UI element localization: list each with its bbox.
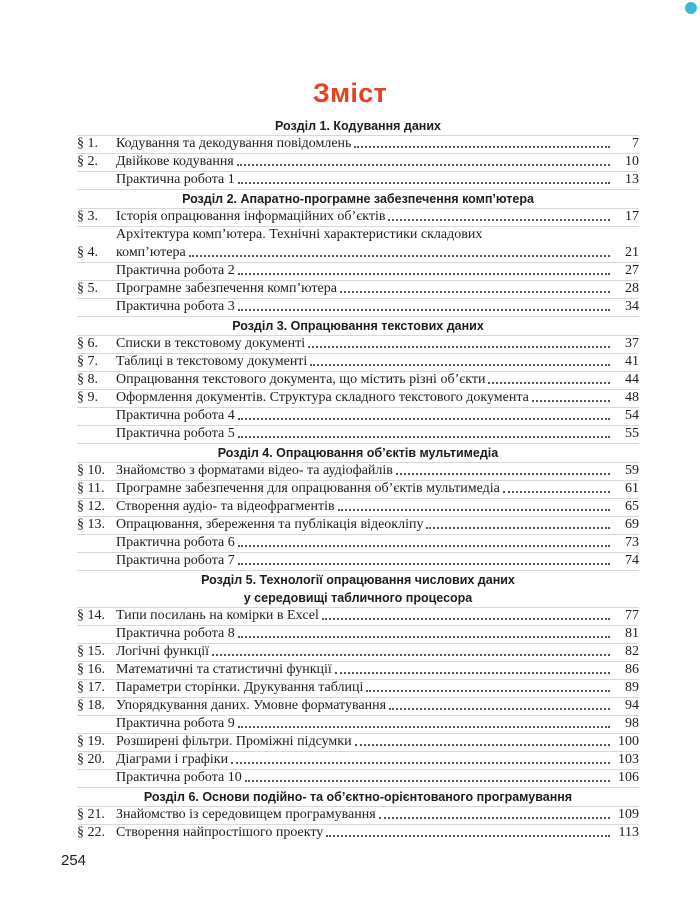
entry-page: 44 xyxy=(625,372,639,387)
entry-title-row xyxy=(116,806,613,824)
section-heading xyxy=(77,117,639,135)
entry-body xyxy=(116,462,613,480)
entry-title-row xyxy=(116,715,613,733)
entry-body xyxy=(116,262,613,280)
section-heading xyxy=(77,316,639,335)
entry-page: 100 xyxy=(618,734,639,749)
section-heading xyxy=(77,787,639,806)
entry-title: Практична робота 3 xyxy=(116,299,235,314)
toc-entry[interactable] xyxy=(77,643,639,661)
entry-title-row xyxy=(116,135,613,153)
entry-body xyxy=(116,407,613,425)
publisher-logo-icon xyxy=(685,2,697,14)
toc-entry[interactable] xyxy=(77,298,639,316)
entry-number: § 19. xyxy=(77,734,105,749)
entry-page: 98 xyxy=(625,716,639,731)
entry-title: Таблиці в текстовому документі xyxy=(116,354,308,369)
entry-title-row xyxy=(116,371,613,389)
dot-leader xyxy=(366,690,610,692)
entry-body xyxy=(116,498,613,516)
entry-title-row xyxy=(116,171,613,189)
entry-body xyxy=(116,679,613,697)
entry-body xyxy=(116,280,613,298)
entry-page: 17 xyxy=(625,209,639,224)
dot-leader xyxy=(308,346,610,348)
dot-leader xyxy=(238,636,610,638)
entry-page: 109 xyxy=(618,807,639,822)
entry-page: 77 xyxy=(625,608,639,623)
entry-title-row xyxy=(116,353,613,371)
entry-title: Знайомство з форматами відео- та аудіофайлів xyxy=(116,463,393,478)
entry-body xyxy=(116,425,613,443)
entry-page: 41 xyxy=(625,354,639,369)
entry-page: 103 xyxy=(618,752,639,767)
dot-leader xyxy=(238,182,610,184)
entry-page: 28 xyxy=(625,281,639,296)
dot-leader xyxy=(238,309,610,311)
entry-title-row xyxy=(116,208,613,226)
entry-title: комп’ютера xyxy=(116,245,186,260)
toc-entry[interactable] xyxy=(77,226,639,262)
entry-number: § 9. xyxy=(77,390,98,405)
dot-leader xyxy=(237,164,610,166)
section-heading-line: Розділ 3. Опрацювання текстових даних xyxy=(232,319,484,333)
section-heading-line: Розділ 2. Апаратно-програмне забезпечення комп’ютера xyxy=(182,192,534,206)
entry-number: § 12. xyxy=(77,499,105,514)
entry-title: Практична робота 7 xyxy=(116,553,235,568)
toc-entry[interactable] xyxy=(77,733,639,751)
entry-title-row xyxy=(116,298,613,316)
entry-number: § 4. xyxy=(77,245,98,260)
entry-body xyxy=(116,208,613,226)
entry-title: Практична робота 8 xyxy=(116,626,235,641)
toc-entry[interactable] xyxy=(77,697,639,715)
dot-leader xyxy=(503,491,610,493)
entry-title-row xyxy=(116,824,613,842)
entry-title: Упорядкування даних. Умовне форматування xyxy=(116,698,387,713)
entry-title: Створення найпростішого проекту xyxy=(116,825,324,840)
entry-title-line-1: Архітектура комп’ютера. Технічні характеристики складових xyxy=(116,227,483,242)
entry-number: § 11. xyxy=(77,481,105,496)
entry-number: § 17. xyxy=(77,680,105,695)
entry-page: 113 xyxy=(618,825,639,840)
toc-entry[interactable] xyxy=(77,480,639,498)
section-heading-line: Розділ 5. Технології опрацювання числових даних xyxy=(201,573,515,587)
entry-page: 81 xyxy=(625,626,639,641)
toc-entry[interactable] xyxy=(77,715,639,733)
entry-title: Кодування та декодування повідомлень xyxy=(116,136,352,151)
section-heading-line: Розділ 4. Опрацювання об’єктів мультимедіа xyxy=(217,446,499,460)
entry-page: 54 xyxy=(625,408,639,423)
dot-leader xyxy=(335,672,610,674)
dot-leader xyxy=(354,146,610,148)
entry-title: Опрацювання текстового документа, що містить різні об’єкти xyxy=(116,372,486,387)
toc-entry[interactable] xyxy=(77,625,639,643)
toc-entry[interactable] xyxy=(77,607,639,625)
entry-number: § 5. xyxy=(77,281,98,296)
section-heading xyxy=(77,189,639,208)
entry-title: Параметри сторінки. Друкування таблиці xyxy=(116,680,364,695)
dot-leader xyxy=(338,509,610,511)
section-heading-line: у середовищі табличного процесора xyxy=(243,591,473,605)
toc-entry[interactable] xyxy=(77,153,639,171)
entry-body xyxy=(116,389,613,407)
entry-body xyxy=(116,353,613,371)
entry-body xyxy=(116,552,613,570)
entry-page: 7 xyxy=(632,136,639,151)
entry-title: Практична робота 1 xyxy=(116,172,235,187)
entry-body xyxy=(116,135,613,153)
dot-leader xyxy=(238,418,610,420)
entry-number: § 22. xyxy=(77,825,105,840)
entry-page: 73 xyxy=(625,535,639,550)
toc-entry[interactable] xyxy=(77,679,639,697)
page-title: Зміст xyxy=(312,78,388,108)
entry-title-row xyxy=(116,462,613,480)
entry-page: 106 xyxy=(618,770,639,785)
entry-title-row xyxy=(116,516,613,534)
toc-entry[interactable] xyxy=(77,661,639,679)
entry-number: § 1. xyxy=(77,136,98,151)
entry-number: § 3. xyxy=(77,209,98,224)
entry-page: 61 xyxy=(625,481,639,496)
toc-entry[interactable] xyxy=(77,425,639,443)
entry-number: § 8. xyxy=(77,372,98,387)
toc-entry[interactable] xyxy=(77,135,639,153)
dot-leader xyxy=(426,527,610,529)
entry-body xyxy=(116,153,613,171)
toc-entry[interactable] xyxy=(77,171,639,189)
entry-title-row xyxy=(116,733,613,751)
entry-body xyxy=(116,371,613,389)
dot-leader xyxy=(231,762,610,764)
dot-leader xyxy=(396,473,610,475)
entry-title: Логічні функції xyxy=(116,644,209,659)
toc-entry[interactable] xyxy=(77,407,639,425)
entry-number: § 14. xyxy=(77,608,105,623)
entry-title: Математичні та статистичні функції xyxy=(116,662,332,677)
entry-number: § 13. xyxy=(77,517,105,532)
toc-entry[interactable] xyxy=(77,335,639,353)
dot-leader xyxy=(488,382,610,384)
entry-page: 74 xyxy=(625,553,639,568)
entry-page: 69 xyxy=(625,517,639,532)
dot-leader xyxy=(355,744,610,746)
toc-entry[interactable] xyxy=(77,751,639,769)
entry-page: 65 xyxy=(625,499,639,514)
toc-entry[interactable] xyxy=(77,280,639,298)
entry-page: 27 xyxy=(625,263,639,278)
entry-page: 48 xyxy=(625,390,639,405)
dot-leader xyxy=(212,654,610,656)
page-number: 254 xyxy=(61,852,87,869)
dot-leader xyxy=(238,436,610,438)
entry-title-row xyxy=(116,661,613,679)
entry-title-row xyxy=(116,769,613,787)
entry-title-row xyxy=(116,751,613,769)
entry-title: Списки в текстовому документі xyxy=(116,336,306,351)
entry-title: Типи посилань на комірки в Excel xyxy=(116,608,319,623)
entry-body xyxy=(116,769,613,787)
entry-title-row xyxy=(116,389,613,407)
entry-body xyxy=(116,607,613,625)
dot-leader xyxy=(532,400,610,402)
entry-page: 13 xyxy=(625,172,639,187)
toc-entry[interactable] xyxy=(77,806,639,824)
entry-title-row xyxy=(116,625,613,643)
entry-title-row xyxy=(116,335,613,353)
entry-page: 89 xyxy=(625,680,639,695)
entry-body xyxy=(116,335,613,353)
entry-title: Історія опрацювання інформаційних об’єктів xyxy=(116,209,386,224)
entry-title: Двійкове кодування xyxy=(116,154,234,169)
toc-entry[interactable] xyxy=(77,824,639,842)
entry-body xyxy=(116,625,613,643)
entry-number: § 2. xyxy=(77,154,98,169)
entry-body xyxy=(116,715,613,733)
entry-body xyxy=(116,480,613,498)
dot-leader xyxy=(310,364,610,366)
dot-leader xyxy=(379,817,610,819)
entry-number: § 20. xyxy=(77,752,105,767)
entry-body xyxy=(116,643,613,661)
entry-body xyxy=(116,298,613,316)
entry-title-row xyxy=(116,153,613,171)
table-of-contents xyxy=(77,117,639,842)
toc-entry[interactable] xyxy=(77,353,639,371)
entry-title: Знайомство із середовищем програмування xyxy=(116,807,376,822)
entry-page: 59 xyxy=(625,463,639,478)
toc-entry[interactable] xyxy=(77,462,639,480)
entry-number: § 21. xyxy=(77,807,105,822)
entry-body xyxy=(116,534,613,552)
entry-title-row xyxy=(116,697,613,715)
toc-entry[interactable] xyxy=(77,498,639,516)
toc-entry[interactable] xyxy=(77,262,639,280)
entry-title-row xyxy=(116,498,613,516)
entry-title: Практична робота 10 xyxy=(116,770,242,785)
entry-page: 94 xyxy=(625,698,639,713)
entry-page: 82 xyxy=(625,644,639,659)
entry-body xyxy=(116,806,613,824)
entry-title: Опрацювання, збереження та публікація відеокліпу xyxy=(116,517,424,532)
dot-leader xyxy=(322,618,610,620)
dot-leader xyxy=(340,291,610,293)
dot-leader xyxy=(388,219,610,221)
entry-number: § 10. xyxy=(77,463,105,478)
entry-number: § 15. xyxy=(77,644,105,659)
dot-leader xyxy=(238,273,610,275)
dot-leader xyxy=(326,835,610,837)
entry-title-row xyxy=(116,244,613,262)
entry-body xyxy=(116,751,613,769)
entry-body xyxy=(116,697,613,715)
dot-leader xyxy=(245,780,610,782)
entry-page: 37 xyxy=(625,336,639,351)
entry-body xyxy=(116,226,613,262)
entry-title: Практична робота 4 xyxy=(116,408,235,423)
toc-entry[interactable] xyxy=(77,769,639,787)
entry-title-row xyxy=(116,552,613,570)
entry-number: § 18. xyxy=(77,698,105,713)
entry-title-row xyxy=(116,262,613,280)
entry-number: § 16. xyxy=(77,662,105,677)
section-heading-line: Розділ 6. Основи подійно- та об’єктно-орієнтованого програмування xyxy=(143,790,573,804)
entry-page: 21 xyxy=(625,245,639,260)
entry-title: Програмне забезпечення комп’ютера xyxy=(116,281,337,296)
entry-title-row xyxy=(116,425,613,443)
entry-title: Оформлення документів. Структура складного текстового документа xyxy=(116,390,529,405)
entry-title: Розширені фільтри. Проміжні підсумки xyxy=(116,734,352,749)
entry-number: § 7. xyxy=(77,354,98,369)
entry-body xyxy=(116,824,613,842)
entry-title-row xyxy=(116,280,613,298)
entry-page: 10 xyxy=(625,154,639,169)
entry-page: 55 xyxy=(625,426,639,441)
entry-title-row xyxy=(116,607,613,625)
entry-page: 34 xyxy=(625,299,639,314)
entry-title-row xyxy=(116,480,613,498)
toc-entry[interactable] xyxy=(77,389,639,407)
entry-title: Створення аудіо- та відеофрагментів xyxy=(116,499,335,514)
entry-title-row xyxy=(116,534,613,552)
section-heading xyxy=(77,570,639,607)
toc-entry[interactable] xyxy=(77,371,639,389)
dot-leader xyxy=(389,708,610,710)
entry-title-row xyxy=(116,643,613,661)
entry-body xyxy=(116,171,613,189)
entry-body xyxy=(116,516,613,534)
entry-page: 86 xyxy=(625,662,639,677)
toc-entry[interactable] xyxy=(77,552,639,570)
entry-title-row xyxy=(116,679,613,697)
entry-title: Програмне забезпечення для опрацювання об’єктів мультимедіа xyxy=(116,481,500,496)
dot-leader xyxy=(189,255,610,257)
toc-entry[interactable] xyxy=(77,516,639,534)
section-heading xyxy=(77,443,639,462)
entry-number: § 6. xyxy=(77,336,98,351)
entry-body xyxy=(116,733,613,751)
toc-entry[interactable] xyxy=(77,208,639,226)
entry-title: Практична робота 2 xyxy=(116,263,235,278)
toc-entry[interactable] xyxy=(77,534,639,552)
entry-title: Практична робота 6 xyxy=(116,535,235,550)
entry-body xyxy=(116,661,613,679)
dot-leader xyxy=(238,726,610,728)
section-heading-line: Розділ 1. Кодування даних xyxy=(275,119,441,133)
entry-title-row xyxy=(116,407,613,425)
entry-title: Практична робота 9 xyxy=(116,716,235,731)
entry-title: Практична робота 5 xyxy=(116,426,235,441)
dot-leader xyxy=(238,545,610,547)
entry-title: Діаграми і графіки xyxy=(116,752,229,767)
dot-leader xyxy=(238,563,610,565)
